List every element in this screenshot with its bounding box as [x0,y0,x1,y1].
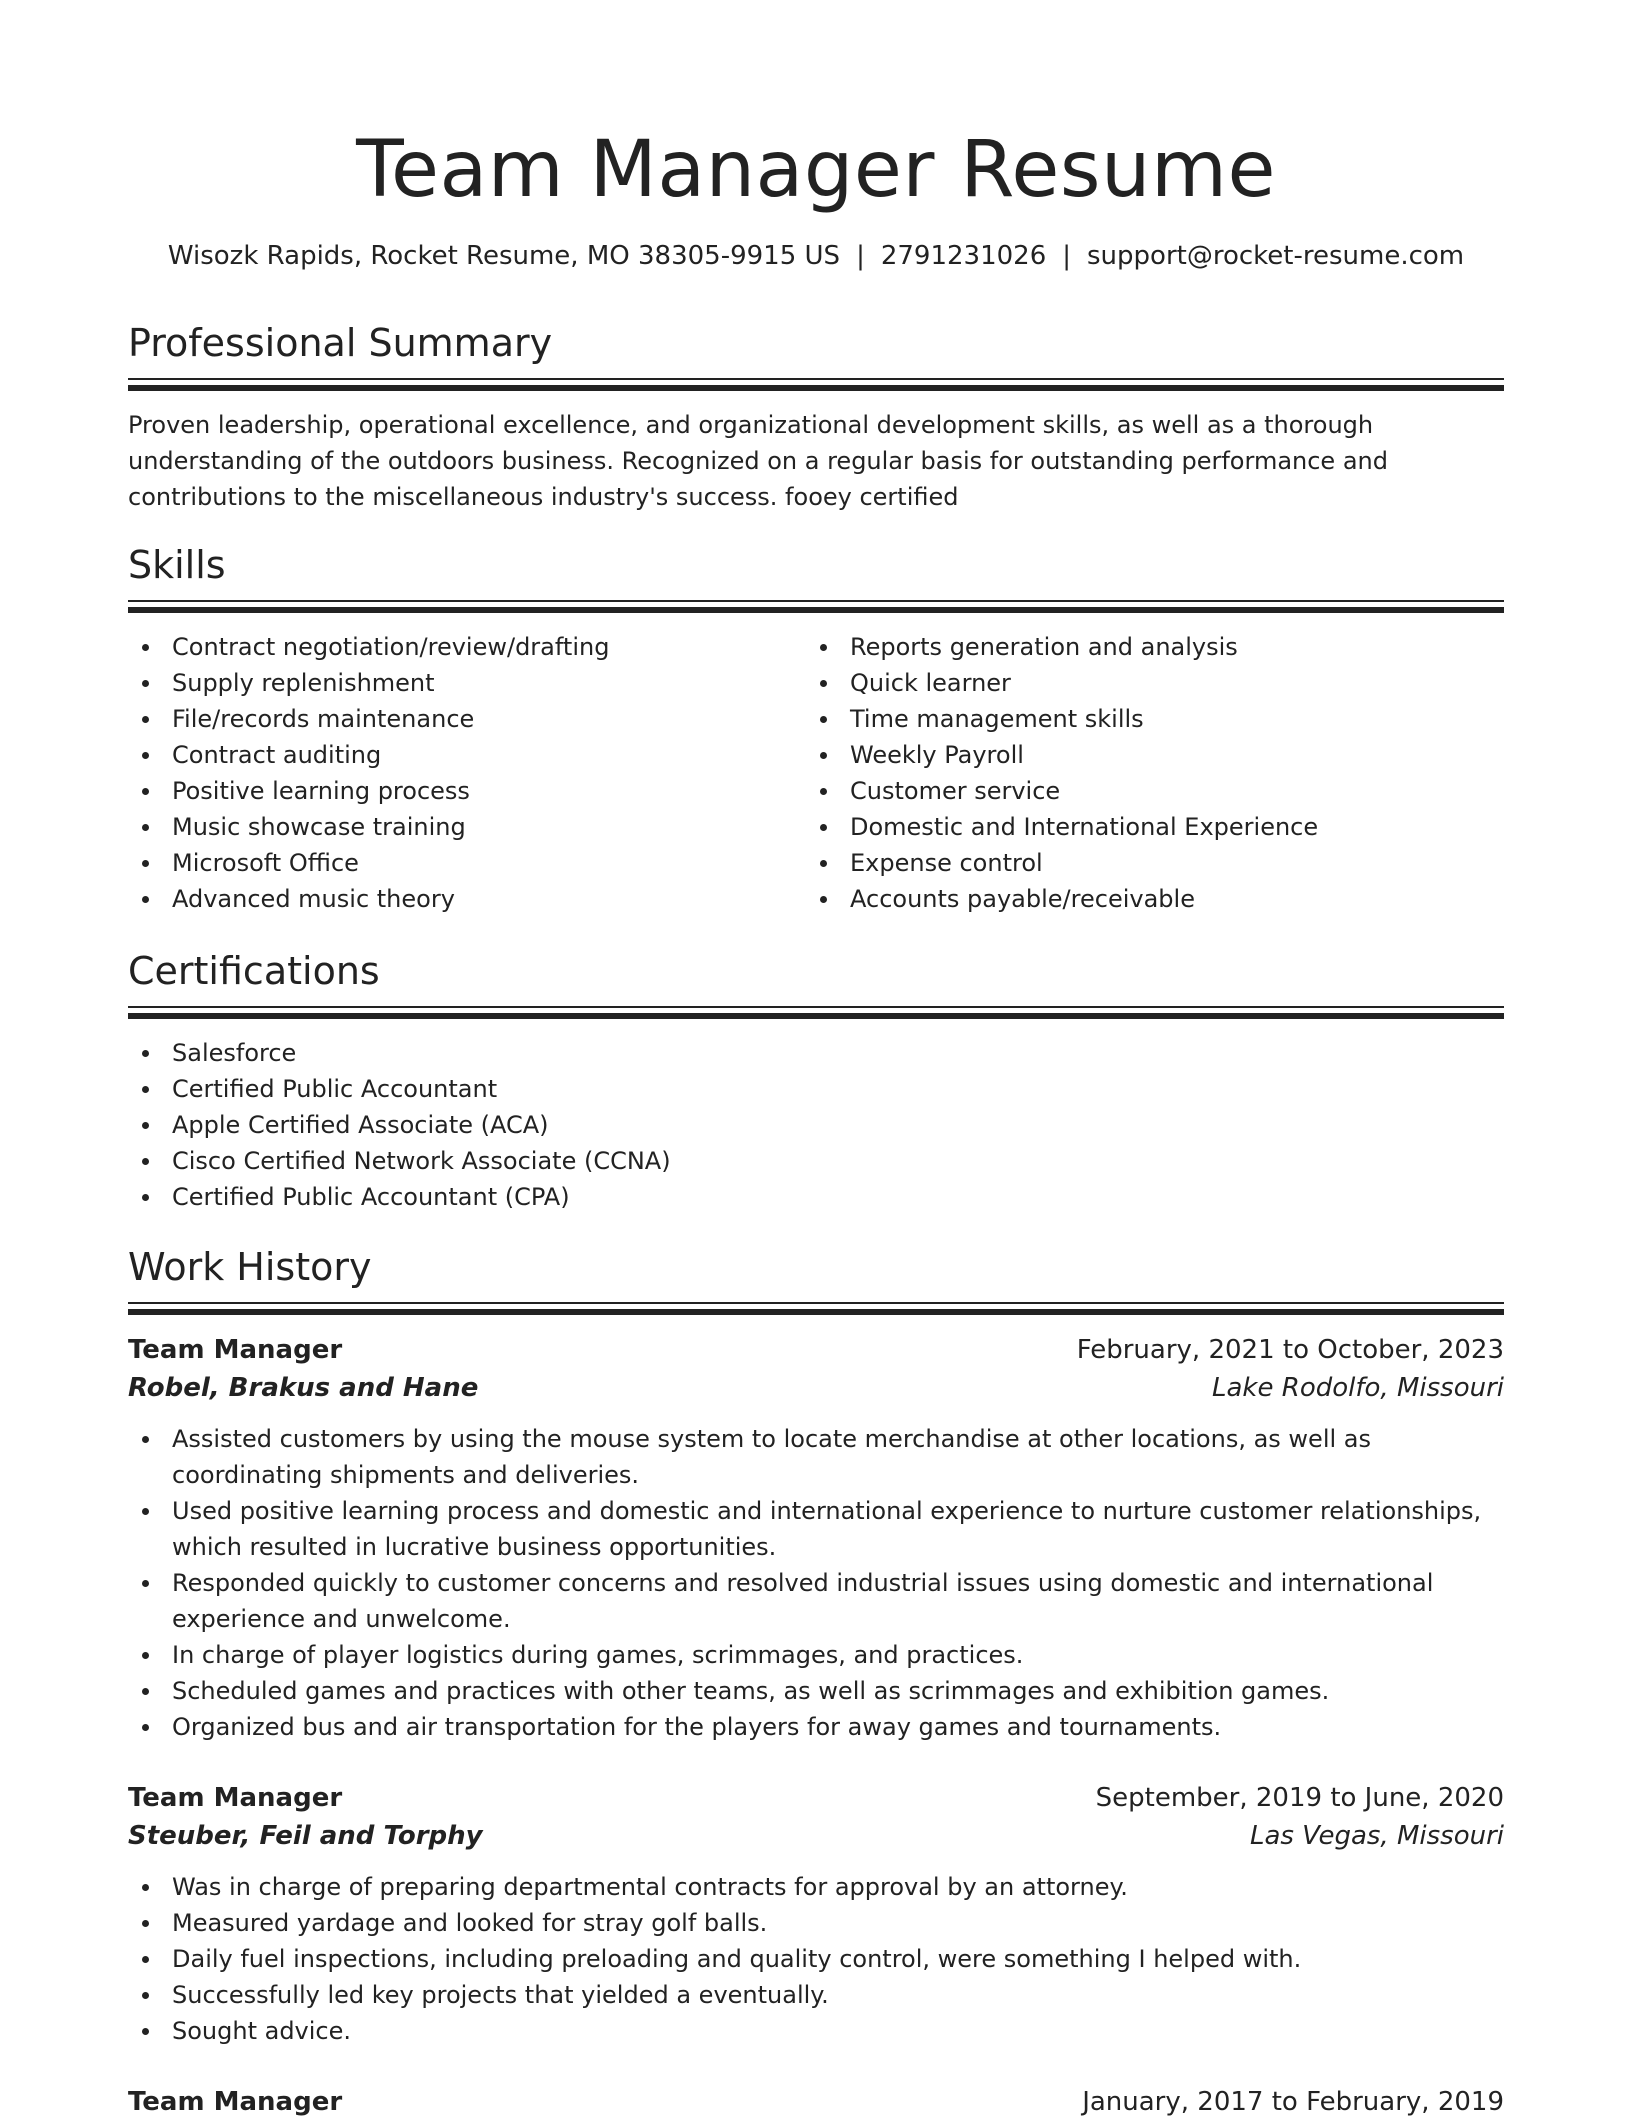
skills-columns [128,629,1504,917]
certification-item: Certified Public Accountant (CPA) [128,1179,1504,1215]
job-bullet: Responded quickly to customer concerns and resolved industrial issues using domestic and international experience and unwelcome. [128,1565,1504,1637]
skill-item: Reports generation and analysis [806,629,1484,665]
job-dates: September, 2019 to June, 2020 [1095,1783,1504,1813]
skills-section [128,540,1504,917]
contact-address: Wisozk Rapids, Rocket Resume, MO 38305-9915 US [167,241,841,271]
certifications-heading: Certifications [128,949,380,993]
work-history-heading: Work History [128,1245,372,1289]
section-divider [128,1302,1504,1304]
skill-item: Microsoft Office [128,845,806,881]
job-bullet: Was in charge of preparing departmental contracts for approval by an attorney. [128,1869,1504,1905]
job-bullets [128,1869,1504,2049]
job-dates: January, 2017 to February, 2019 [1082,2087,1504,2117]
skills-column-right [806,629,1484,917]
certification-item: Certified Public Accountant [128,1071,1504,1107]
skill-item: Domestic and International Experience [806,809,1484,845]
skill-item: Time management skills [806,701,1484,737]
contact-email: support@rocket-resume.com [1087,241,1465,271]
summary-text: Proven leadership, operational excellence, and organizational development skills, as well as a thorough understanding of the outdoors business. Recognized on a regular basis for outstanding performance and contributions to the miscellaneous industry's success. fooey certified [128,411,1388,511]
job-bullets [128,1421,1504,1745]
skill-item: Quick learner [806,665,1484,701]
job-entry [128,1779,1504,2049]
certification-item: Cisco Certified Network Associate (CCNA) [128,1143,1504,1179]
contact-line [128,238,1504,274]
skills-heading: Skills [128,543,226,587]
job-bullet: Scheduled games and practices with other teams, as well as scrimmages and exhibition games. [128,1673,1504,1709]
job-header-row [128,1779,1504,1817]
job-bullet: Daily fuel inspections, including preloading and quality control, were something I helped with. [128,1941,1504,1977]
job-title: Team Manager [128,2087,343,2117]
certifications-section [128,946,1504,1215]
skills-column-left [128,629,806,917]
job-company: Steuber, Feil and Torphy [128,1821,483,1851]
skill-item: Customer service [806,773,1484,809]
job-bullet: Sought advice. [128,2013,1504,2049]
contact-separator: | [856,241,865,271]
certification-item: Salesforce [128,1035,1504,1071]
job-bullet: Used positive learning process and domestic and international experience to nurture customer relationships, which resulted in lucrative business opportunities. [128,1493,1504,1565]
section-divider [128,1013,1504,1019]
job-bullet: In charge of player logistics during games, scrimmages, and practices. [128,1637,1504,1673]
skill-item: Contract auditing [128,737,806,773]
job-dates: February, 2021 to October, 2023 [1076,1335,1504,1365]
job-header-row [128,2083,1504,2121]
work-history-section [128,1242,1504,2121]
job-header-row [128,1331,1504,1369]
section-divider [128,385,1504,391]
skills-list-left [128,629,806,917]
skill-item: Weekly Payroll [806,737,1484,773]
section-divider [128,1006,1504,1008]
resume-page [128,0,1504,2117]
contact-phone: 2791231026 [880,241,1047,271]
job-location: Las Vegas, Missouri [1249,1821,1504,1851]
certification-item: Apple Certified Associate (ACA) [128,1107,1504,1143]
job-subheader-row [128,1369,1504,1407]
section-divider [128,378,1504,380]
job-location: Lake Rodolfo, Missouri [1212,1373,1504,1403]
summary-heading: Professional Summary [128,321,553,365]
job-entry [128,1331,1504,1745]
skills-list-right [806,629,1484,917]
certifications-list [128,1035,1504,1215]
resume-title: Team Manager Resume [356,125,1276,215]
skill-item: Accounts payable/receivable [806,881,1484,917]
skill-item: Advanced music theory [128,881,806,917]
contact-separator: | [1062,241,1072,271]
job-title: Team Manager [128,1335,343,1365]
job-entry [128,2083,1504,2121]
skill-item: File/records maintenance [128,701,806,737]
job-bullet: Successfully led key projects that yielded a eventually. [128,1977,1504,2013]
skill-item: Music showcase training [128,809,806,845]
section-divider [128,600,1504,602]
job-bullet: Organized bus and air transportation for the players for away games and tournaments. [128,1709,1504,1745]
job-company: Robel, Brakus and Hane [128,1373,479,1403]
summary-section [128,318,1504,515]
skill-item: Expense control [806,845,1484,881]
skill-item: Supply replenishment [128,665,806,701]
job-bullet: Assisted customers by using the mouse system to locate merchandise at other locations, as well as coordinating shipments and deliveries. [128,1421,1504,1493]
section-divider [128,607,1504,613]
job-subheader-row [128,1817,1504,1855]
skill-item: Contract negotiation/review/drafting [128,629,806,665]
job-title: Team Manager [128,1783,343,1813]
section-divider [128,1309,1504,1315]
job-bullet: Measured yardage and looked for stray golf balls. [128,1905,1504,1941]
skill-item: Positive learning process [128,773,806,809]
